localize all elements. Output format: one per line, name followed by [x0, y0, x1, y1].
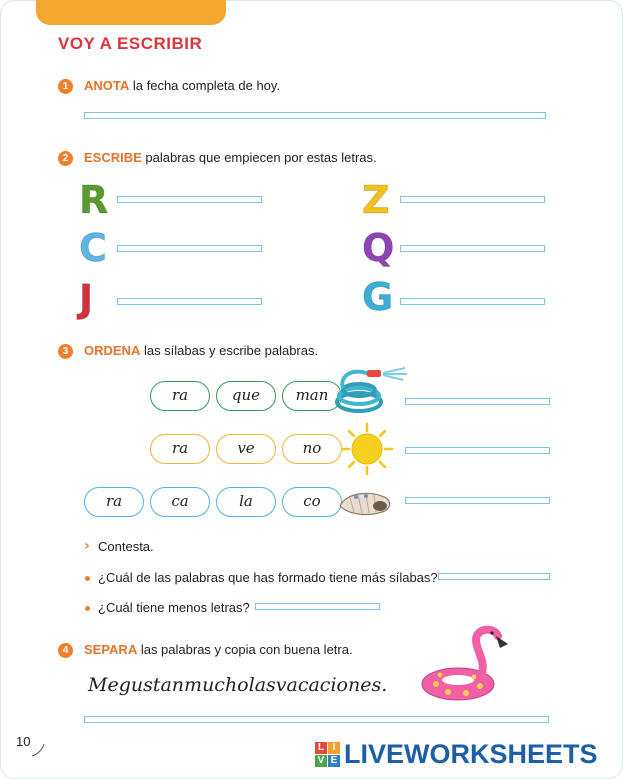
letter-q: Q: [362, 226, 395, 270]
bullet-icon: [85, 606, 90, 611]
word-3-answer-field[interactable]: [405, 497, 550, 504]
letter-g: G: [362, 275, 394, 319]
word-1-answer-field[interactable]: [405, 398, 550, 405]
header-tab: [36, 0, 226, 25]
syllable-pill: ra: [84, 487, 144, 517]
sentence-to-separate: Megustanmucholasvacaciones.: [88, 674, 388, 696]
syllable-pill: la: [216, 487, 276, 517]
page-corner-curl: [30, 742, 46, 758]
contesta-label: Contesta.: [98, 539, 154, 554]
syllable-pill: ra: [150, 434, 210, 464]
exercise-2-keyword: ESCRIBE: [84, 150, 142, 165]
exercise-2-number: 2: [58, 151, 73, 166]
logo-badge: L I V E: [315, 742, 340, 767]
exercise-3-text: las sílabas y escribe palabras.: [140, 343, 319, 358]
exercise-4-text: las palabras y copia con buena letra.: [137, 642, 353, 657]
question-2-text: ¿Cuál tiene menos letras?: [98, 600, 250, 615]
liveworksheets-logo: [315, 738, 598, 770]
page-title: VOY A ESCRIBIR: [58, 34, 203, 53]
syllable-pill: ra: [150, 381, 210, 411]
page-number: 10: [16, 734, 31, 749]
letter-j-answer-field[interactable]: [117, 298, 262, 305]
sentence-answer-field[interactable]: [84, 716, 549, 723]
syllable-pill: ca: [150, 487, 210, 517]
word-2-answer-field[interactable]: [405, 447, 550, 454]
exercise-3-instruction: [84, 343, 318, 358]
syllable-pill: que: [216, 381, 276, 411]
exercise-2-instruction: [84, 150, 377, 165]
date-answer-field[interactable]: [84, 112, 546, 119]
exercise-3-number: 3: [58, 344, 73, 359]
exercise-2-text: palabras que empiecen por estas letras.: [141, 150, 377, 165]
exercise-4-keyword: SEPARA: [84, 642, 138, 657]
exercise-4-instruction: [84, 642, 353, 657]
bullet-icon: [85, 576, 90, 581]
hose-illustration: [335, 364, 410, 416]
exercise-1-text: la fecha completa de hoy.: [129, 78, 281, 93]
flamingo-float-illustration: [418, 622, 513, 704]
syllable-pill: no: [282, 434, 342, 464]
exercise-1-instruction: [84, 78, 280, 93]
letter-r: R: [79, 178, 109, 222]
shell-illustration: [336, 488, 394, 518]
letter-z: Z: [362, 178, 390, 222]
question-1-answer-field[interactable]: [438, 573, 550, 580]
sun-illustration: [340, 422, 395, 477]
syllable-pill: man: [282, 381, 342, 411]
letter-c-answer-field[interactable]: [117, 245, 262, 252]
chevron-right-icon: ›: [84, 538, 90, 554]
exercise-1-number: 1: [58, 79, 73, 94]
question-2-answer-field[interactable]: [255, 603, 380, 610]
letter-c: C: [79, 226, 107, 270]
logo-wordmark: LIVEWORKSHEETS: [344, 738, 598, 769]
question-1-text: ¿Cuál de las palabras que has formado tiene más sílabas?: [98, 570, 438, 585]
letter-z-answer-field[interactable]: [400, 196, 545, 203]
syllable-pill: co: [282, 487, 342, 517]
exercise-1-keyword: ANOTA: [84, 78, 130, 93]
letter-g-answer-field[interactable]: [400, 298, 545, 305]
exercise-4-number: 4: [58, 643, 73, 658]
exercise-3-keyword: ORDENA: [84, 343, 141, 358]
letter-q-answer-field[interactable]: [400, 245, 545, 252]
syllable-pill: ve: [216, 434, 276, 464]
letter-j: J: [79, 277, 94, 321]
letter-r-answer-field[interactable]: [117, 196, 262, 203]
